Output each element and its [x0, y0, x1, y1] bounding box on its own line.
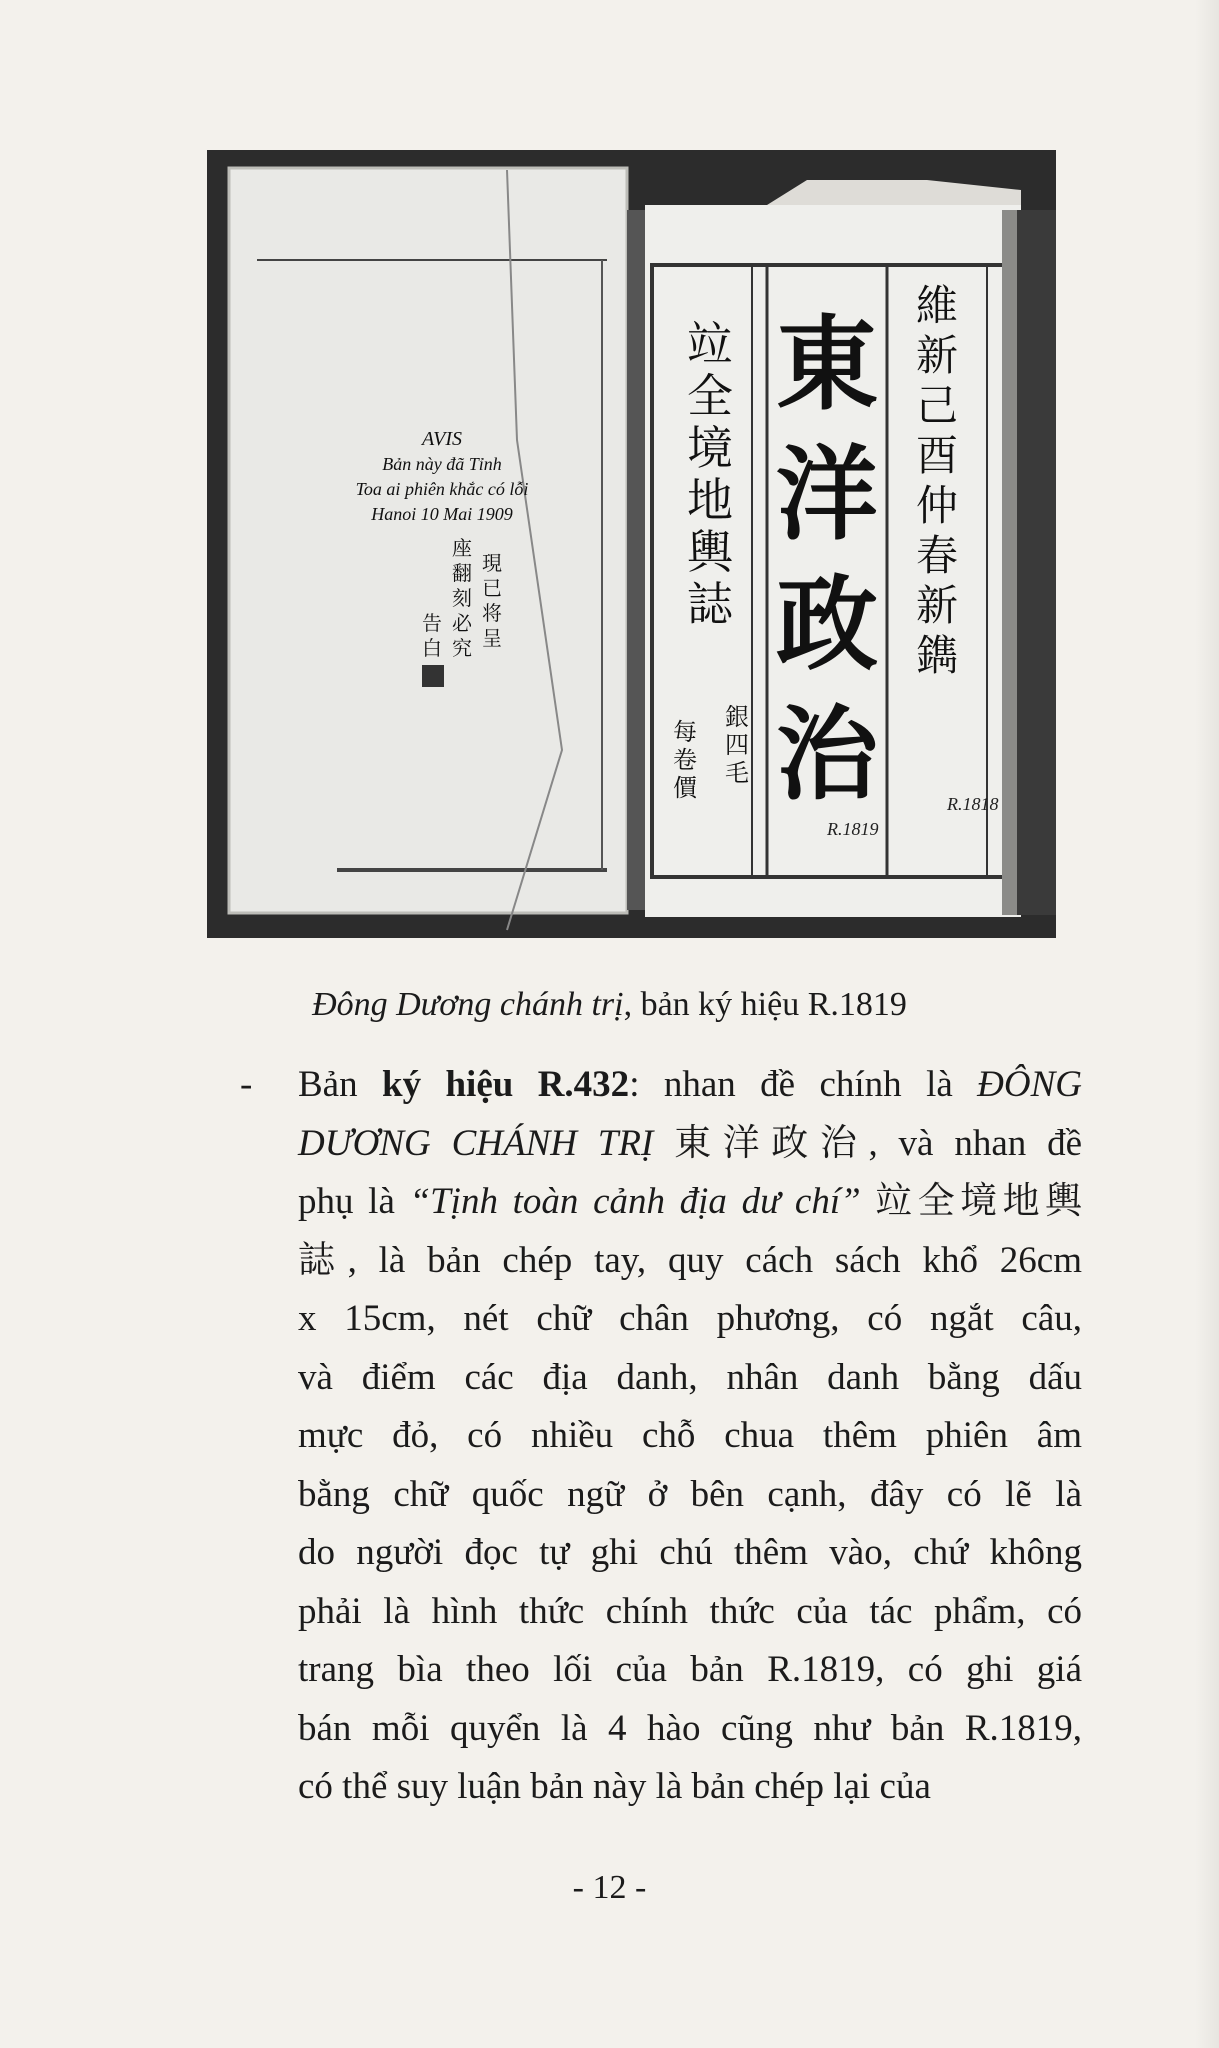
svg-text:價: 價 — [673, 774, 697, 802]
text-run: Bản — [298, 1064, 382, 1105]
paragraph-line — [298, 1641, 1082, 1700]
svg-text:治: 治 — [776, 696, 878, 815]
paragraph-line — [298, 1115, 1082, 1174]
svg-text:新: 新 — [915, 331, 959, 380]
svg-text:銀: 銀 — [725, 703, 749, 731]
paragraph-line — [298, 1349, 1082, 1408]
manuscript-photo — [207, 150, 1056, 938]
text-run: “Tịnh toàn cảnh địa dư chí” — [409, 1181, 861, 1222]
text-run: trang bìa theo lối của bản R.1819, có ghi giá — [298, 1649, 1082, 1690]
text-run: 誌, là bản chép tay, quy cách sách khổ 26cm — [298, 1239, 1082, 1281]
svg-text:呈: 呈 — [482, 626, 502, 650]
left-page — [229, 168, 627, 913]
text-run: : nhan đề chính là — [629, 1064, 978, 1105]
caption-title: Đông Dương chánh trị — [312, 986, 624, 1023]
svg-text:地: 地 — [687, 473, 733, 527]
svg-text:新: 新 — [915, 581, 959, 630]
text-run: x 15cm, nét chữ chân phương, có ngắt câu, — [298, 1298, 1082, 1339]
paragraph-line — [298, 1232, 1082, 1291]
svg-text:Toa ai phiên khắc có lỗi: Toa ai phiên khắc có lỗi — [355, 479, 529, 499]
svg-text:毛: 毛 — [725, 759, 749, 787]
svg-text:維: 維 — [915, 281, 959, 330]
text-run: ký hiệu R.432 — [382, 1064, 630, 1105]
svg-text:白: 白 — [422, 636, 442, 660]
svg-text:R.1818: R.1818 — [947, 794, 999, 814]
cjk-right-column — [916, 281, 958, 680]
svg-text:R.1819: R.1819 — [827, 819, 879, 839]
cjk-left-column — [687, 317, 735, 631]
svg-text:座: 座 — [452, 536, 472, 560]
text-run: ĐÔNG — [977, 1064, 1083, 1105]
seal-stamp — [422, 665, 444, 687]
paragraph-line — [298, 1173, 1082, 1232]
svg-text:Hanoi 10 Mai 1909: Hanoi 10 Mai 1909 — [371, 504, 513, 524]
paragraph-line — [298, 1290, 1082, 1349]
svg-text:洋: 洋 — [776, 436, 878, 555]
svg-text:政: 政 — [776, 566, 878, 685]
svg-text:東: 東 — [776, 306, 878, 425]
paragraph-line — [298, 1056, 1082, 1115]
paragraph-line — [298, 1407, 1082, 1466]
text-run: có thể suy luận bản này là bản chép lại của — [298, 1766, 931, 1807]
text-run: 竝全境地輿 — [860, 1181, 1082, 1222]
text-run: và điểm các địa danh, nhân danh bằng dấu — [298, 1356, 1082, 1398]
svg-text:輿: 輿 — [687, 525, 733, 579]
page-number: - 12 - — [572, 1869, 647, 1906]
bullet-dash: - — [240, 1064, 253, 1105]
svg-text:已: 已 — [482, 576, 502, 600]
svg-text:卷: 卷 — [673, 746, 697, 774]
svg-text:竝: 竝 — [687, 317, 733, 371]
svg-text:告: 告 — [422, 611, 442, 635]
svg-text:AVIS: AVIS — [421, 428, 463, 450]
paragraph-line — [298, 1583, 1082, 1642]
svg-text:每: 每 — [673, 718, 697, 746]
paragraph-line — [298, 1466, 1082, 1525]
text-run: phải là hình thức chính thức của tác phẩm, có — [298, 1590, 1082, 1632]
paragraph-line — [298, 1524, 1082, 1583]
body-paragraph — [298, 1056, 1082, 1817]
caption-rest: , bản ký hiệu R.1819 — [623, 986, 907, 1023]
svg-text:境: 境 — [687, 421, 733, 475]
svg-text:刻: 刻 — [452, 586, 472, 610]
svg-text:翻: 翻 — [452, 561, 472, 585]
text-run: 東洋政治, và nhan đề — [653, 1122, 1082, 1164]
svg-text:酉: 酉 — [915, 431, 959, 480]
text-run: phụ là — [298, 1181, 410, 1222]
paragraph-line — [298, 1758, 1082, 1817]
text-run: do người đọc tự ghi chú thêm vào, chứ không — [298, 1532, 1082, 1573]
manuscript-photo-drawing — [207, 150, 1056, 938]
text-run: mực đỏ, có nhiều chỗ chua thêm phiên âm — [298, 1415, 1082, 1456]
text-run: bán mỗi quyển là 4 hào cũng như bản R.1819, — [298, 1707, 1082, 1749]
svg-text:Bản này đã Tỉnh: Bản này đã Tỉnh — [382, 454, 502, 474]
text-run: bằng chữ quốc ngữ ở bên cạnh, đây có lẽ là — [298, 1473, 1082, 1515]
svg-text:将: 将 — [482, 601, 502, 625]
svg-text:全: 全 — [687, 369, 733, 423]
svg-text:現: 現 — [482, 551, 502, 575]
svg-text:己: 己 — [915, 381, 959, 430]
figure-caption — [0, 985, 1219, 1025]
text-run: DƯƠNG CHÁNH TRỊ — [298, 1122, 654, 1164]
svg-text:誌: 誌 — [687, 577, 733, 631]
svg-text:四: 四 — [725, 731, 749, 759]
svg-text:春: 春 — [915, 531, 959, 580]
svg-text:鐫: 鐫 — [915, 631, 959, 680]
paragraph-line — [298, 1700, 1082, 1759]
svg-text:仲: 仲 — [915, 481, 959, 530]
svg-text:必: 必 — [452, 611, 472, 635]
svg-text:究: 究 — [452, 636, 472, 660]
